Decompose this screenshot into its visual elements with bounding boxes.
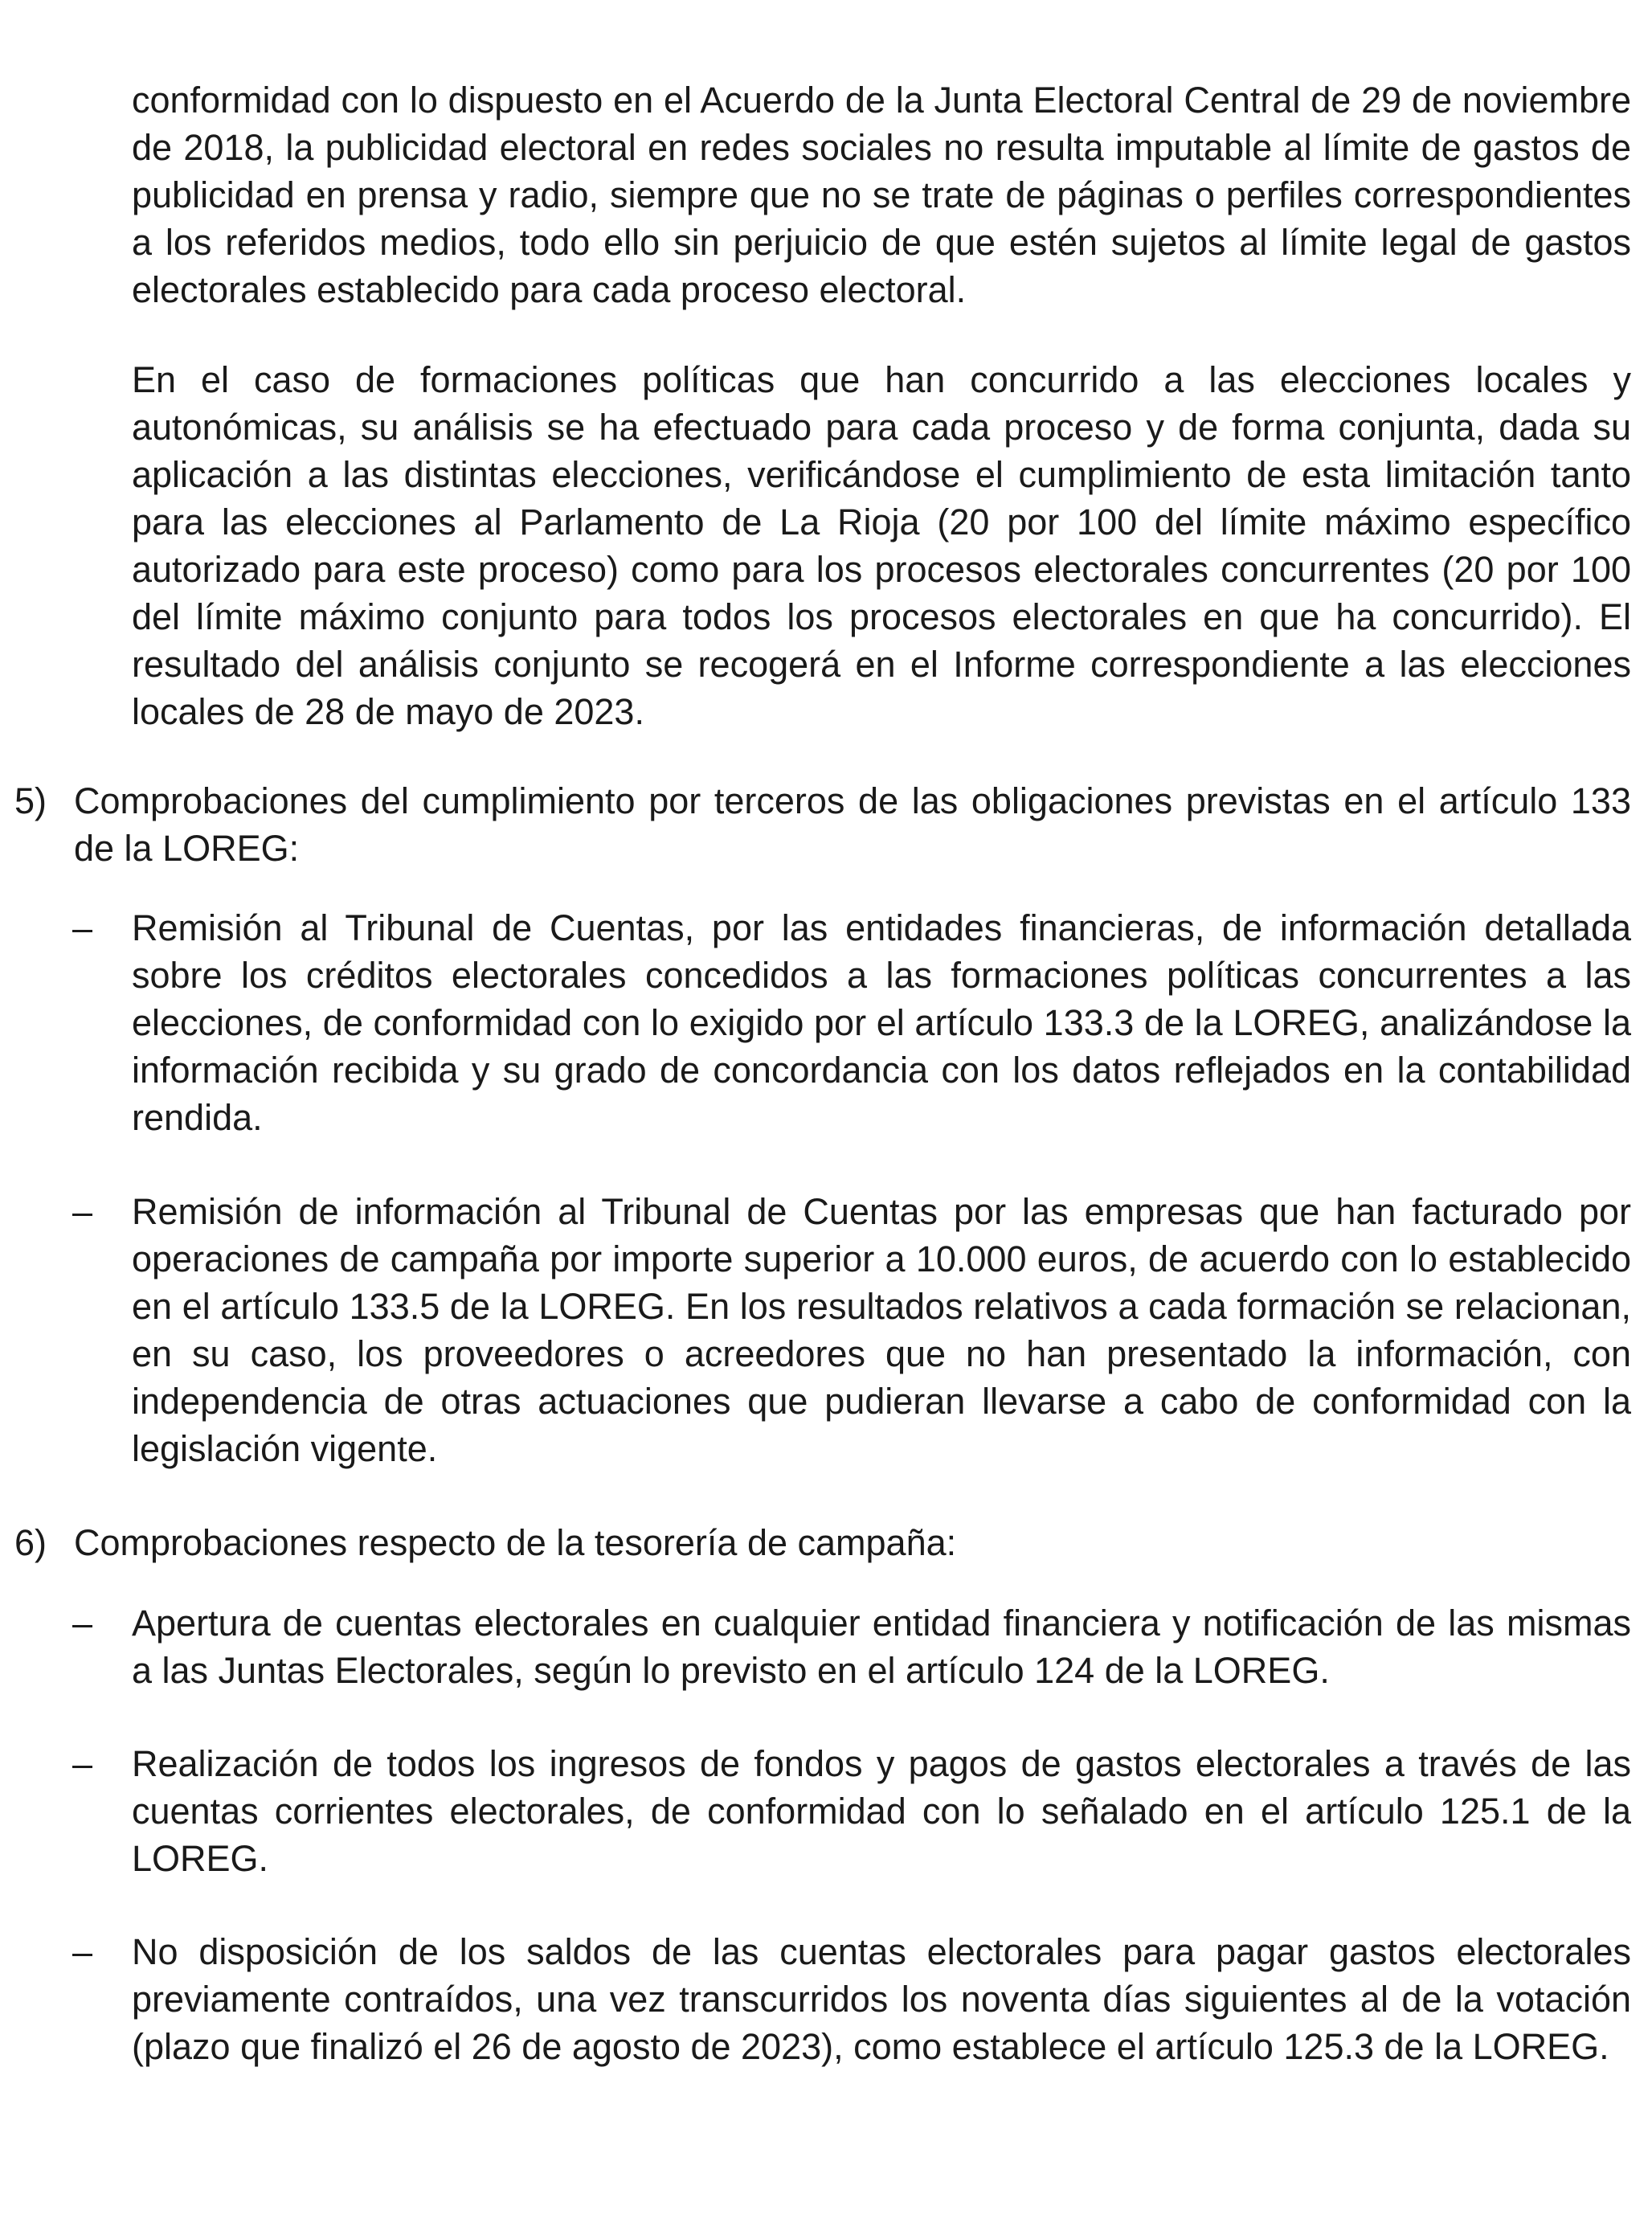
dash-bullet: – [72,907,93,948]
section-5-heading [14,777,1631,872]
list-item [72,1599,1631,1694]
list-item [72,1740,1631,1882]
dash-bullet: – [72,1931,93,1972]
dash-bullet: – [72,1743,93,1784]
bullet-text: Remisión de información al Tribunal de Cuentas por las empresas que han facturado por operaciones de campaña por importe superior a 10.000 euros, de acuerdo con lo establecido en el artículo 133.5 de la LOREG. En los resultados relativos a cada formación se relacionan, en su caso, los proveedores o acreedores que no han presentado la información, con independencia de otras actuaciones que pudieran llevarse a cabo de conformidad con la legislación vigente. [132,1191,1631,1469]
bullet-text: Realización de todos los ingresos de fondos y pagos de gastos electorales a través de las cuentas corrientes electorales, de conformidad con lo señalado en el artículo 125.1 de la LOREG. [132,1743,1631,1879]
list-item [72,904,1631,1141]
section-5-text: Comprobaciones del cumplimiento por terceros de las obligaciones previstas en el artículo 133 de la LOREG: [74,780,1631,869]
section-6-number: 6) [14,1522,47,1563]
list-item [72,1928,1631,2070]
bullet-text: No disposición de los saldos de las cuentas electorales para pagar gastos electorales previamente contraídos, una vez transcurridos los noventa días siguientes al de la votación (plazo que finalizó el 26 de agosto de 2023), como establece el artículo 125.3 de la LOREG. [132,1931,1631,2067]
bullet-text: Apertura de cuentas electorales en cualquier entidad financiera y notificación de las mismas a las Juntas Electorales, según lo previsto en el artículo 124 de la LOREG. [132,1603,1631,1691]
list-item [72,1188,1631,1472]
paragraph-publicidad-redes: conformidad con lo dispuesto en el Acuerdo de la Junta Electoral Central de 29 de noviembre de 2018, la publicidad electoral en redes sociales no resulta imputable al límite de gastos de publicidad en prensa y radio, siempre que no se trate de páginas o perfiles correspondientes a los referidos medios, todo ello sin perjuicio de que estén sujetos al límite legal de gastos electorales establecido para cada proceso electoral. [132,80,1631,310]
bullet-text: Remisión al Tribunal de Cuentas, por las entidades financieras, de información detallada sobre los créditos electorales concedidos a las formaciones políticas concurrentes a las elecciones, de conformidad con lo exigido por el artículo 133.3 de la LOREG, analizándose la información recibida y su grado de concordancia con los datos reflejados en la contabilidad rendida. [132,907,1631,1138]
dash-bullet: – [72,1603,93,1644]
section-5-number: 5) [14,780,47,821]
section-6-heading [14,1519,1631,1566]
section-6-text: Comprobaciones respecto de la tesorería de campaña: [74,1522,957,1563]
paragraph-formaciones-concurrentes: En el caso de formaciones políticas que han concurrido a las elecciones locales y autonómicas, su análisis se ha efectuado para cada proceso y de forma conjunta, dada su aplicación a las distintas elecciones, verificándose el cumplimiento de esta limitación tanto para las elecciones al Parlamento de La Rioja (20 por 100 del límite máximo específico autorizado para este proceso) como para los procesos electorales concurrentes (20 por 100 del límite máximo conjunto para todos los procesos electorales en que ha concurrido). El resultado del análisis conjunto se recogerá en el Informe correspondiente a las elecciones locales de 28 de mayo de 2023. [132,359,1631,732]
dash-bullet: – [72,1191,93,1232]
